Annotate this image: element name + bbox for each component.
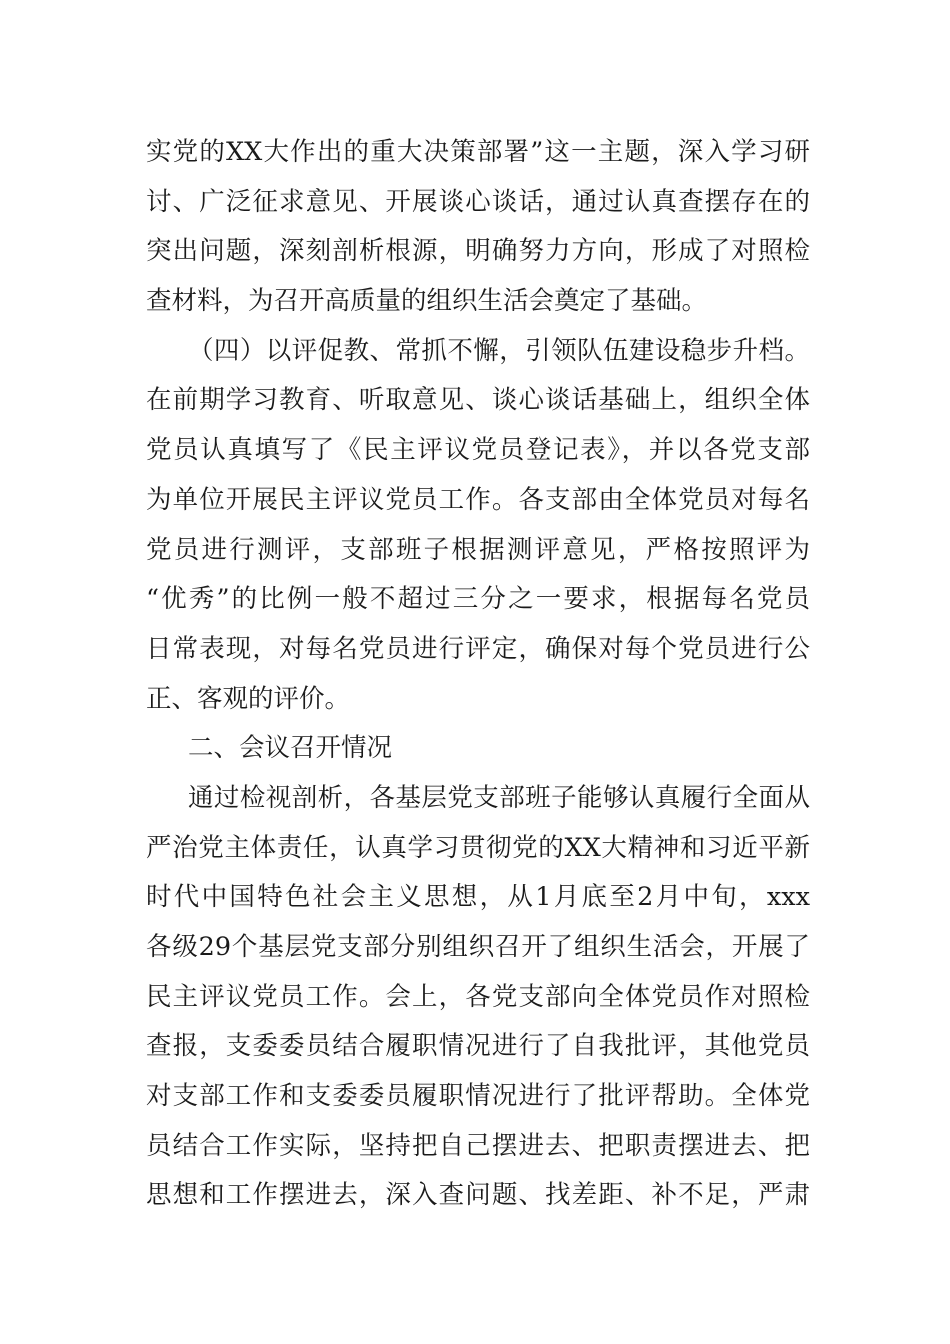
text-line: 党员认真填写了《民主评议党员登记表》，并以各党支部 [146,435,810,466]
text-line: 实党的XX大作出的重大决策部署”这一主题，深入学习研 [146,137,810,167]
text-line: 通过检视剖析，各基层党支部班子能够认真履行全面从 [188,782,810,813]
text-line: 时代中国特色社会主义思想，从1月底至2月中旬，xxx [146,882,810,913]
text-line: 民主评议党员工作。会上，各党支部向全体党员作对照检 [146,981,810,1012]
document-body [146,128,810,1221]
text-line: 日常表现，对每名党员进行评定，确保对每个党员进行公 [146,633,810,664]
text-line: 查材料，为召开高质量的组织生活会奠定了基础。 [146,286,708,317]
section-4-heading-line: （四）以评促教、常抓不懈，引领队伍建设稳步升档。 [188,335,810,366]
text-line: 突出问题，深刻剖析根源，明确努力方向，形成了对照检 [146,236,810,267]
paragraph-meeting [146,774,810,1221]
text-line: 正、客观的评价。 [146,683,351,714]
paragraph-section-4 [146,327,810,725]
text-line: 对支部工作和支委委员履职情况进行了批评帮助。全体党 [146,1081,810,1112]
section-heading-text: 二、会议召开情况 [188,733,393,764]
text-line: 党员进行测评，支部班子根据测评意见，严格按照评为 [146,534,810,565]
text-line: 员结合工作实际，坚持把自己摆进去、把职责摆进去、把 [146,1130,810,1161]
text-line: 讨、广泛征求意见、开展谈心谈话，通过认真查摆存在的 [146,186,810,217]
text-line: 严治党主体责任，认真学习贯彻党的XX大精神和习近平新 [146,832,810,863]
text-line: 各级29个基层党支部分别组织召开了组织生活会，开展了 [146,932,810,962]
text-line: 在前期学习教育、听取意见、谈心谈话基础上，组织全体 [146,385,810,416]
text-line: “优秀”的比例一般不超过三分之一要求，根据每名党员 [146,584,810,615]
text-line: 思想和工作摆进去，深入查问题、找差距、补不足，严肃 [146,1180,810,1211]
paragraph-intro-continuation [146,128,810,327]
section-2-heading [146,724,810,774]
text-line: 查报，支委委员结合履职情况进行了自我批评，其他党员 [146,1031,810,1062]
text-line: 为单位开展民主评议党员工作。各支部由全体党员对每名 [146,484,810,515]
